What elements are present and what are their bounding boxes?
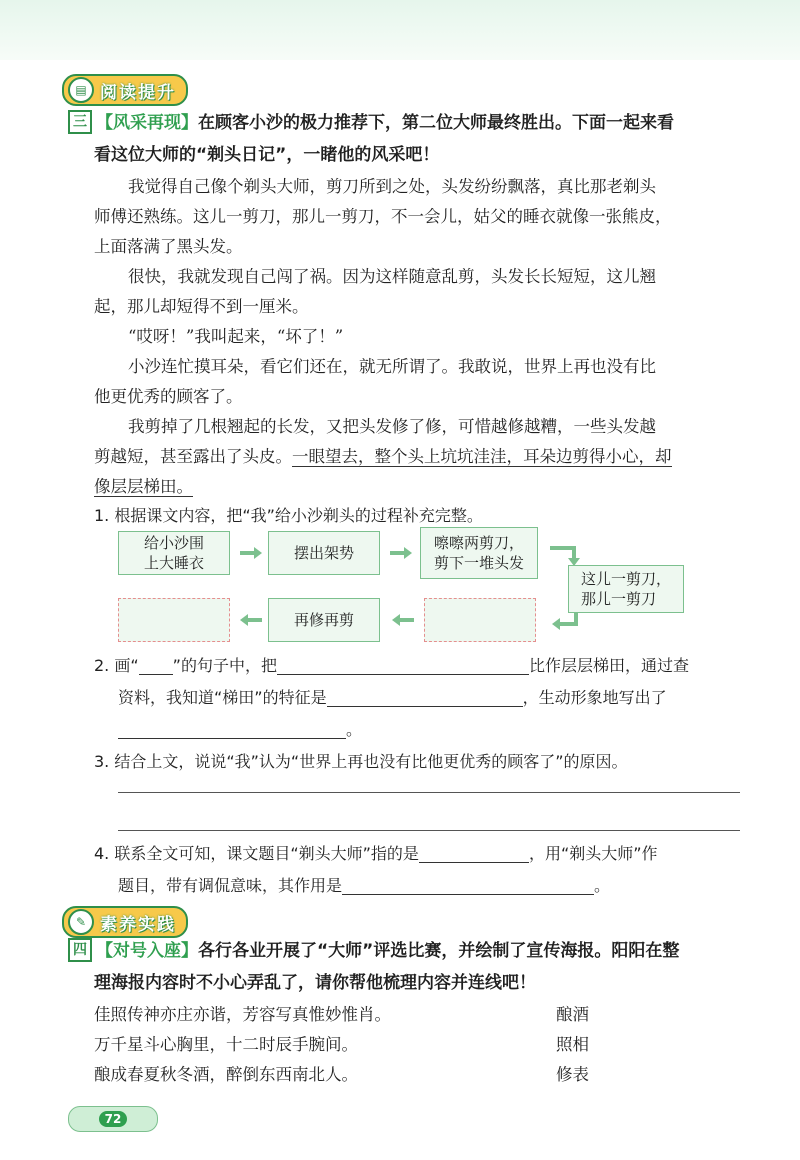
match-left-2[interactable]: 万千星斗心胸里，十二时辰手腕间。 bbox=[94, 1035, 358, 1054]
question-4-line1 bbox=[94, 838, 658, 870]
question-1: 1. 根据课文内容，把“我”给小沙剃头的过程补充完整。 bbox=[94, 506, 483, 525]
flow-box-5: 再修再剪 bbox=[268, 598, 380, 642]
q3-answer-line-2[interactable] bbox=[118, 830, 740, 831]
q4-text-d: 。 bbox=[594, 876, 611, 895]
section4-intro-line1 bbox=[68, 936, 748, 966]
match-left-1[interactable]: 佳照传神亦庄亦谐，芳容写真惟妙惟肖。 bbox=[94, 1005, 391, 1024]
flow-box-3: 嚓嚓两剪刀， 剪下一堆头发 bbox=[420, 527, 538, 579]
q2-line-type-blank[interactable] bbox=[139, 654, 173, 675]
passage-p1-line1: 我觉得自己像个剃头大师，剪刀所到之处，头发纷纷飘落，真比那老剃头 bbox=[128, 177, 656, 196]
arrow-right-icon bbox=[238, 545, 264, 561]
section4-number: 四 bbox=[68, 938, 92, 962]
passage-p4-line2: 他更优秀的顾客了。 bbox=[94, 387, 243, 406]
q2-text-c: 比作层层梯田，通过查 bbox=[528, 656, 689, 675]
flow-box-6-blank[interactable] bbox=[424, 598, 536, 642]
page-number: 72 bbox=[99, 1111, 128, 1127]
section4-intro-line2: 理海报内容时不小心弄乱了，请你帮他梳理内容并连线吧！ bbox=[94, 973, 536, 993]
passage-p2-line2: 起，那儿却短得不到一厘米。 bbox=[94, 297, 309, 316]
question-4-line2 bbox=[118, 870, 610, 902]
q2-blank-1[interactable] bbox=[277, 654, 529, 675]
q2-text-a: 2. 画“ bbox=[94, 656, 139, 675]
arrow-right-icon bbox=[388, 545, 414, 561]
question-2-line3 bbox=[118, 714, 362, 746]
flow-box-7-blank[interactable] bbox=[118, 598, 230, 642]
arrow-left-icon bbox=[238, 612, 264, 628]
flow-box-1: 给小沙围 上大睡衣 bbox=[118, 531, 230, 575]
passage-p3: “哎呀！”我叫起来，“坏了！” bbox=[128, 327, 344, 346]
section3-intro-line2: 看这位大师的“剃头日记”，一睹他的风采吧！ bbox=[94, 145, 440, 165]
passage-p5-line2 bbox=[94, 442, 672, 472]
question-2-line2 bbox=[118, 682, 667, 714]
q2-text-e: ，生动形象地写出了 bbox=[522, 688, 667, 707]
q2-text-d: 资料，我知道“梯田”的特征是 bbox=[118, 688, 327, 707]
section4-tag: 【对号入座】 bbox=[96, 941, 198, 961]
q4-text-c: 题目，带有调侃意味，其作用是 bbox=[118, 876, 343, 895]
flow-box-4: 这儿一剪刀， 那儿一剪刀 bbox=[568, 565, 684, 613]
match-left-3[interactable]: 酿成春夏秋冬酒，醉倒东西南北人。 bbox=[94, 1065, 358, 1084]
match-right-1[interactable]: 酿酒 bbox=[556, 1005, 589, 1024]
match-right-2[interactable]: 照相 bbox=[556, 1035, 589, 1054]
match-right-3[interactable]: 修表 bbox=[556, 1065, 589, 1084]
passage-p1-line3: 上面落满了黑头发。 bbox=[94, 237, 243, 256]
q2-text-b: ”的句子中，把 bbox=[172, 656, 277, 675]
q2-blank-3[interactable] bbox=[118, 718, 346, 739]
section3-intro-line1 bbox=[68, 108, 748, 138]
underlined-sentence-part1: 一眼望去，整个头上坑坑洼洼，耳朵边剪得小心，却 bbox=[292, 447, 672, 466]
passage-p5-line1: 我剪掉了几根翘起的长发，又把头发修了修，可惜越修越糟，一些头发越 bbox=[128, 417, 656, 436]
passage-p1-line2: 师傅还熟练。这儿一剪刀，那儿一剪刀，不一会儿，姑父的睡衣就像一张熊皮， bbox=[94, 207, 672, 226]
passage-p5-line2-text: 剪越短，甚至露出了头皮。 bbox=[94, 447, 292, 466]
q3-answer-line-1[interactable] bbox=[118, 792, 740, 793]
q4-blank-2[interactable] bbox=[342, 874, 594, 895]
flow-box-2: 摆出架势 bbox=[268, 531, 380, 575]
q4-blank-1[interactable] bbox=[419, 842, 529, 863]
arrow-turn-left-icon bbox=[548, 610, 584, 634]
passage-p2-line1: 很快，我就发现自己闯了祸。因为这样随意乱剪，头发长长短短，这儿翘 bbox=[128, 267, 656, 286]
q2-blank-2[interactable] bbox=[327, 686, 523, 707]
passage-p5-line3 bbox=[94, 472, 193, 502]
q2-text-f: 。 bbox=[346, 720, 363, 739]
passage-p4-line1: 小沙连忙摸耳朵，看它们还在，就无所谓了。我敢说，世界上再也没有比 bbox=[128, 357, 656, 376]
section3-intro-text1: 在顾客小沙的极力推荐下，第二位大师最终胜出。下面一起来看 bbox=[198, 113, 674, 133]
section3-number: 三 bbox=[68, 110, 92, 134]
q4-text-b: ，用“剃头大师”作 bbox=[528, 844, 658, 863]
underlined-sentence-part2: 像层层梯田。 bbox=[94, 477, 193, 496]
pencil-icon: ✎ bbox=[68, 909, 94, 935]
reading-section-badge bbox=[62, 74, 188, 106]
question-3: 3. 结合上文，说说“我”认为“世界上再也没有比他更优秀的顾客了”的原因。 bbox=[94, 752, 628, 771]
q4-text-a: 4. 联系全文可知，课文题目“剃头大师”指的是 bbox=[94, 844, 419, 863]
question-2-line1 bbox=[94, 650, 689, 682]
practice-badge-label: 素养实践 bbox=[100, 914, 176, 935]
header-band bbox=[0, 0, 800, 60]
arrow-left-icon bbox=[390, 612, 416, 628]
section4-intro-text1: 各行各业开展了“大师”评选比赛，并绘制了宣传海报。阳阳在整 bbox=[198, 941, 680, 961]
section3-tag: 【风采再现】 bbox=[96, 113, 198, 133]
practice-section-badge bbox=[62, 906, 188, 938]
book-icon: ▤ bbox=[68, 77, 94, 103]
reading-badge-label: 阅读提升 bbox=[100, 82, 176, 103]
page-number-badge bbox=[68, 1106, 158, 1132]
